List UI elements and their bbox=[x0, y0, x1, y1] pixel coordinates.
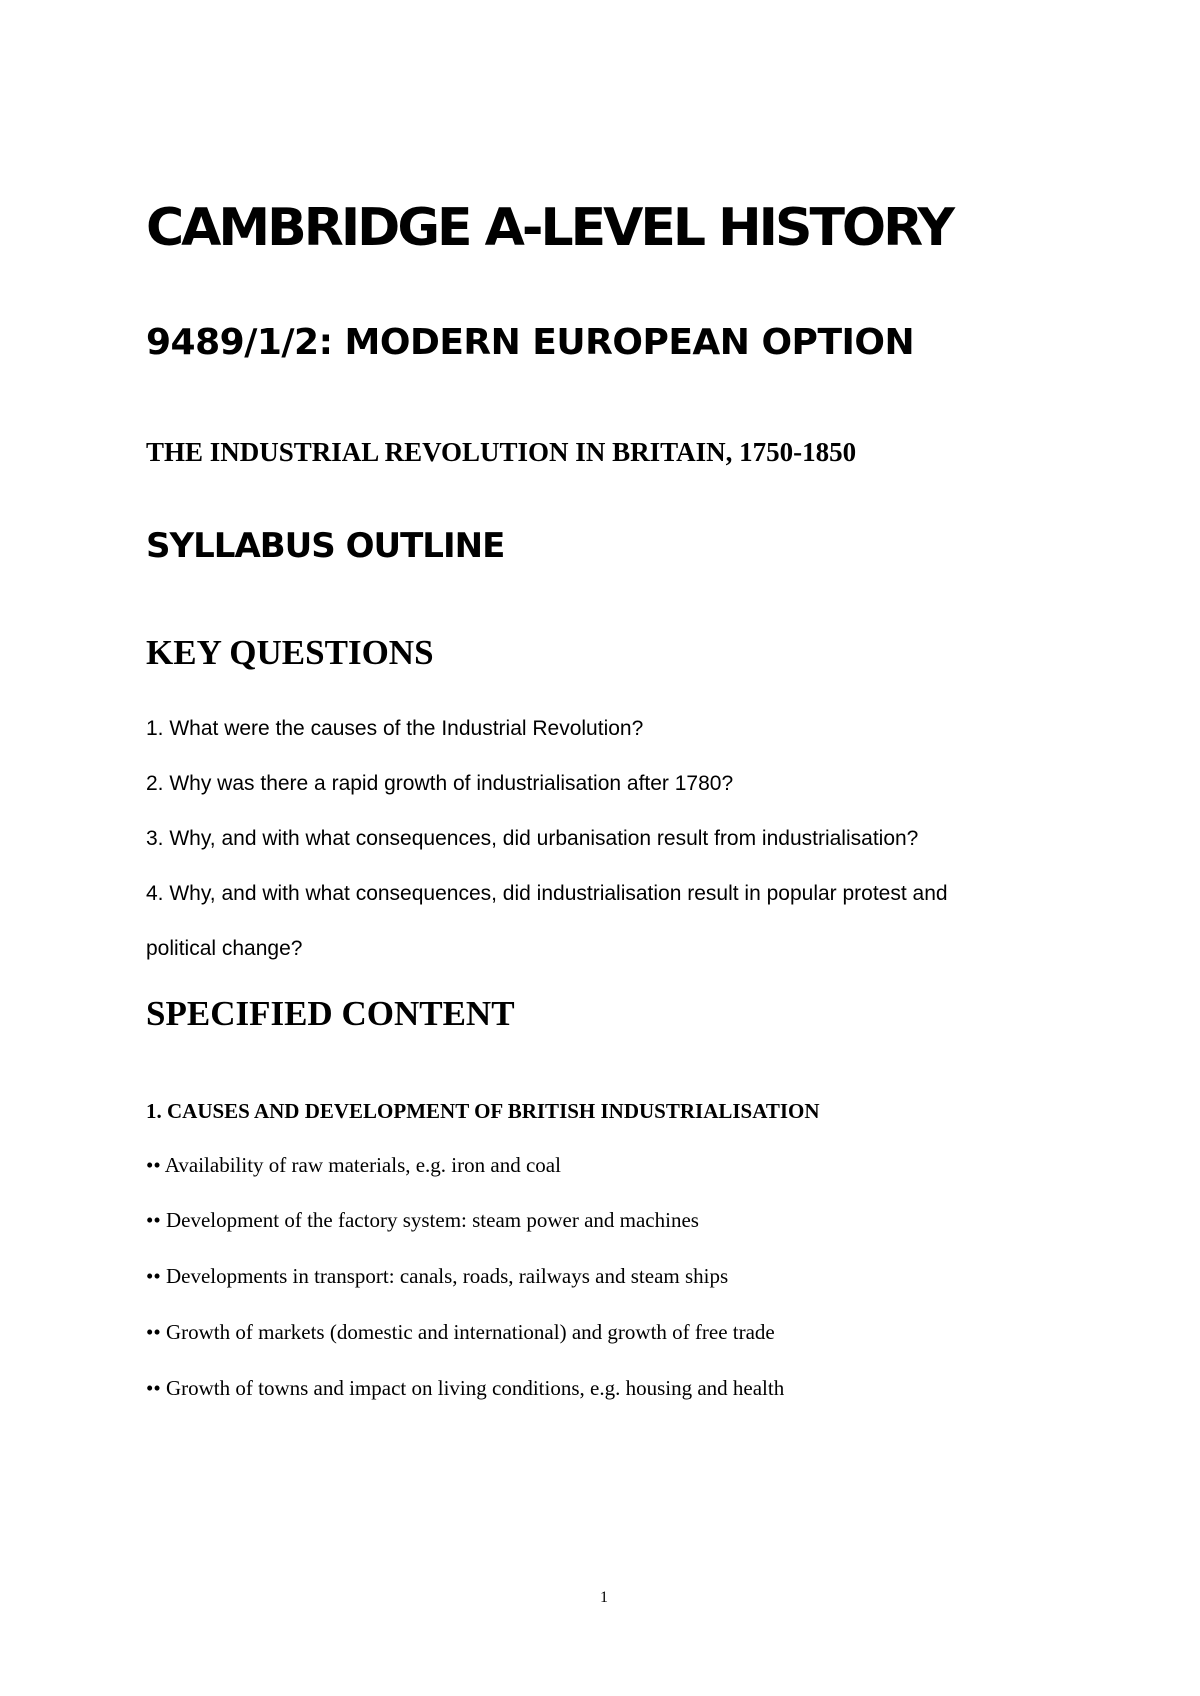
syllabus-outline-heading: SYLLABUS OUTLINE bbox=[146, 526, 505, 566]
document-title: CAMBRIDGE A-LEVEL HISTORY bbox=[146, 198, 952, 258]
key-question-4-line-2: political change? bbox=[146, 937, 303, 960]
key-question-4-line-1: 4. Why, and with what consequences, did industrialisation result in popular protest and bbox=[146, 882, 948, 905]
bullet-markets: •• Growth of markets (domestic and international) and growth of free trade bbox=[146, 1320, 775, 1344]
section-1-heading: 1. CAUSES AND DEVELOPMENT OF BRITISH INDUSTRIALISATION bbox=[146, 1099, 820, 1123]
document-subtitle: 9489/1/2: MODERN EUROPEAN OPTION bbox=[146, 322, 915, 363]
bullet-raw-materials: •• Availability of raw materials, e.g. iron and coal bbox=[146, 1153, 561, 1177]
specified-content-heading: SPECIFIED CONTENT bbox=[146, 994, 515, 1033]
key-questions-heading: KEY QUESTIONS bbox=[146, 633, 434, 672]
bullet-towns: •• Growth of towns and impact on living conditions, e.g. housing and health bbox=[146, 1376, 785, 1400]
key-question-1: 1. What were the causes of the Industrial Revolution? bbox=[146, 717, 644, 740]
bullet-factory-system: •• Development of the factory system: steam power and machines bbox=[146, 1208, 699, 1232]
page-number: 1 bbox=[600, 1589, 608, 1606]
topic-heading: THE INDUSTRIAL REVOLUTION IN BRITAIN, 1750-1850 bbox=[146, 437, 857, 467]
key-question-2: 2. Why was there a rapid growth of industrialisation after 1780? bbox=[146, 772, 734, 795]
key-question-3: 3. Why, and with what consequences, did urbanisation result from industrialisation? bbox=[146, 827, 919, 850]
bullet-transport: •• Developments in transport: canals, roads, railways and steam ships bbox=[146, 1264, 729, 1288]
